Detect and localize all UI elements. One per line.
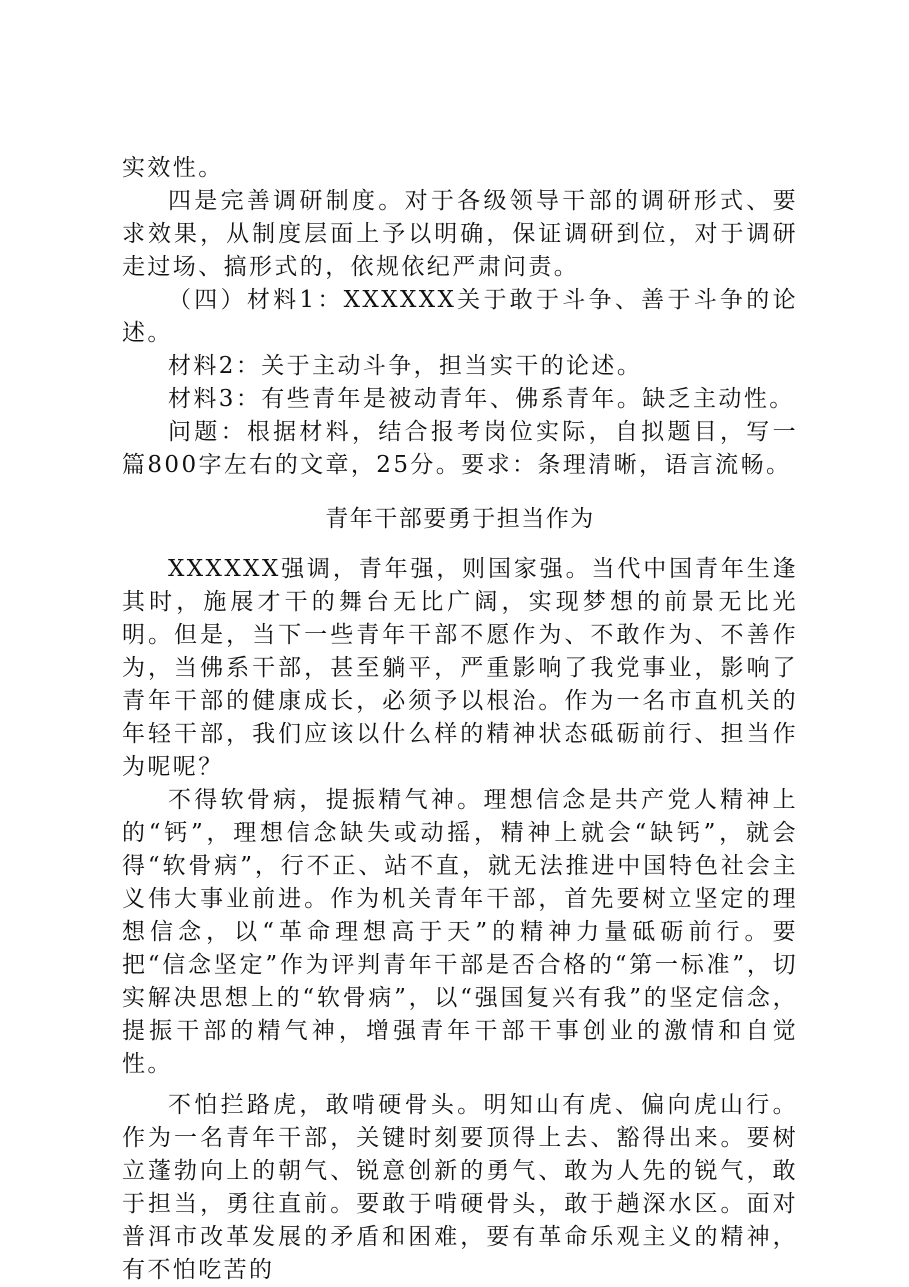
essay-paragraph-spirit: 不得软骨病，提振精气神。理想信念是共产党人精神上的“钙”，理想信念缺失或动摇，精神上就会“缺钙”，就会得“软骨病”，行不正、站不直，就无法推进中国特色社会主义伟大事业前进。作为机关青年干部，首先要树立坚定的理想信念，以“革命理想高于天”的精神力量砥砺前行。要把“信念坚定”作为评判青年干部是否合格的“第一标准”，切实解决思想上的“软骨病”，以“强国复兴有我”的坚定信念，提振干部的精气神，增强青年干部干事创业的激情和自觉性。 — [122, 787, 798, 1077]
document-body — [122, 152, 798, 1287]
paragraph-material-1: （四）材料1：XXXXXX关于敢于斗争、善于斗争的论述。 — [122, 287, 798, 346]
paragraph-continuation: 实效性。 — [122, 155, 224, 181]
essay-title: 青年干部要勇于担当作为 — [325, 506, 595, 532]
essay-paragraph-courage: 不怕拦路虎，敢啃硬骨头。明知山有虎、偏向虎山行。作为一名青年干部，关键时刻要顶得上去、豁得出来。要树立蓬勃向上的朝气、锐意创新的勇气、敢为人先的锐气，敢于担当，勇往直前。要敢于啃硬骨头，敢于趟深水区。面对普洱市改革发展的矛盾和困难，要有革命乐观主义的精神，有不怕吃苦的 — [122, 1092, 798, 1283]
essay-paragraph-intro: XXXXXX强调，青年强，则国家强。当代中国青年生逢其时，施展才干的舞台无比广阔，实现梦想的前景无比光明。但是，当下一些青年干部不愿作为、不敢作为、不善作为，当佛系干部，甚至躺平，严重影响了我党事业，影响了青年干部的健康成长，必须予以根治。作为一名市直机关的年轻干部，我们应该以什么样的精神状态砥砺前行、担当作为呢呢？ — [122, 556, 798, 780]
paragraph-material-3: 材料3：有些青年是被动青年、佛系青年。缺乏主动性。 — [168, 386, 795, 412]
paragraph-material-2: 材料2：关于主动斗争，担当实干的论述。 — [168, 353, 643, 379]
paragraph-research-system: 四是完善调研制度。对于各级领导干部的调研形式、要求效果，从制度层面上予以明确，保证调研到位，对于调研走过场、搞形式的，依规依纪严肃问责。 — [122, 188, 798, 280]
paragraph-question: 问题：根据材料，结合报考岗位实际，自拟题目，写一篇800字左右的文章，25分。要求：条理清晰，语言流畅。 — [122, 419, 798, 478]
